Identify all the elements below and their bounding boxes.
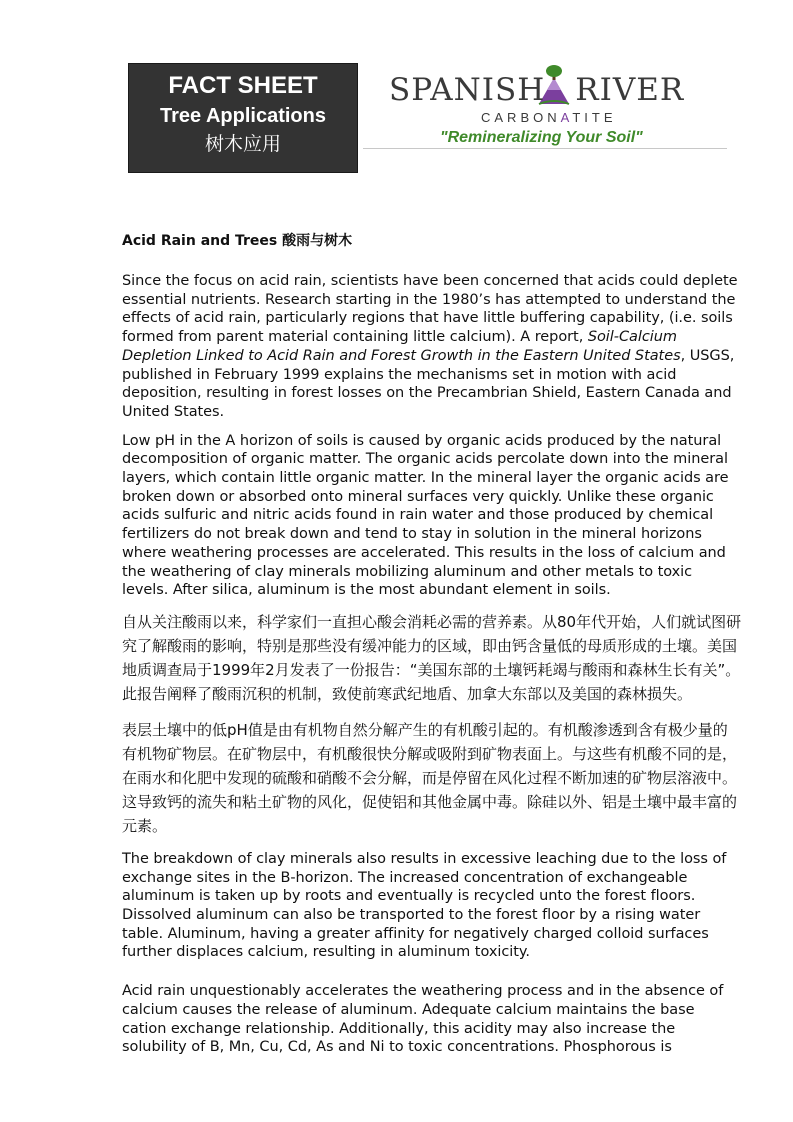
fact-sheet-subtitle-zh: 树木应用 <box>204 133 281 155</box>
paragraph-6: Acid rain unquestionably accelerates the weathering process and in the absence of calcium causes the release of aluminum. Adequate calcium maintains the base cation exchange relationship. Additionally, this acidity may also increase the solubility of B, Mn, Cu, Cd, As and Ni to toxic concentrations. Phosphorous is <box>122 983 724 1056</box>
company-logo <box>380 62 720 157</box>
paragraph-5: The breakdown of clay minerals also results in excessive leaching due to the loss of exchange sites in the B-horizon. The increased concentration of exchangeable aluminum is taken up by roots and eventually is recycled unto the forest floors. Dissolved aluminum can also be transported to the forest floor by a rising water table. Aluminum, having a greater affinity for negatively charged colloid surfaces further displaces calcium, resulting in aluminum toxicity. <box>122 850 727 961</box>
paragraph-2: Low pH in the A horizon of soils is caused by organic acids produced by the natural decomposition of organic matter. The organic acids percolate down into the mineral layers, which contain little organic matter. In the mineral layer the organic acids are broken down or absorbed onto mineral surfaces very quickly. Unlike these organic acids sulfuric and nitric acids found in rain water and those produced by chemical fertilizers do not break down and tend to stay in solution in the mineral horizons where weathering processes are accelerated. This results in the loss of calcium and the weathering of clay minerals mobilizing aluminum and other metals to toxic levels. After silica, aluminum is the most abundant element in soils. <box>122 432 729 599</box>
paragraph-1 <box>122 272 742 422</box>
logo-word-left: SPANISH <box>389 72 546 108</box>
logo-wordmark <box>389 72 684 108</box>
logo-word-right: RIVER <box>575 72 685 108</box>
paragraph-1-text-b: , USGS, published in February 1999 explains the mechanisms set in motion with acid deposition, resulting in forest losses on the Precambrian Shield, Eastern Canada and United States. <box>122 347 735 420</box>
fact-sheet-badge <box>128 63 358 173</box>
logo-divider <box>363 148 727 149</box>
fact-sheet-title: FACT SHEET <box>168 72 318 99</box>
article-body <box>122 232 742 1067</box>
fact-sheet-subtitle: Tree Applications <box>160 105 326 127</box>
logo-sub-accent: A <box>560 110 573 125</box>
article-heading: Acid Rain and Trees 酸雨与树木 <box>122 233 353 249</box>
logo-tagline: "Remineralizing Your Soil" <box>440 129 643 146</box>
report-title: Soil-Calcium Depletion Linked to Acid Rain and Forest Growth in the Eastern United States <box>122 329 681 364</box>
logo-sub-part: CARBON <box>481 110 561 125</box>
paragraph-4-zh: 表层土壤中的低pH值是由有机物自然分解产生的有机酸引起的。有机酸渗透到含有极少量的有机物矿物层。在矿物层中，有机酸很快分解或吸附到矿物表面上。与这些有机酸不同的是，在雨水和化肥中发现的硫酸和硝酸不会分解，而是停留在风化过程不断加速的矿物层溶液中。这导致钙的流失和粘土矿物的风化，促使铝和其他金属中毒。除硅以外、铝是土壤中最丰富的元素。 <box>122 720 738 835</box>
logo-subtitle <box>481 110 617 125</box>
logo-sub-part: TITE <box>572 110 617 125</box>
paragraph-3-zh: 自从关注酸雨以来，科学家们一直担心酸会消耗必需的营养素。从80年代开始，人们就试图研究了解酸雨的影响，特别是那些没有缓冲能力的区域，即由钙含量低的母质形成的土壤。美国地质调查局于1999年2月发表了一份报告：“美国东部的土壤钙耗竭与酸雨和森林生长有关”。此报告阐释了酸雨沉积的机制，致使前寒武纪地盾、加拿大东部以及美国的森林损失。 <box>122 612 742 703</box>
paragraph-1-text-a: Since the focus on acid rain, scientists have been concerned that acids could deplete essential nutrients. Research starting in the 1980’s has attempted to understand the effects of acid rain, particularly regions that have little buffering capability, (i.e. soils formed from parent material containing little calcium). A report, <box>122 273 738 346</box>
